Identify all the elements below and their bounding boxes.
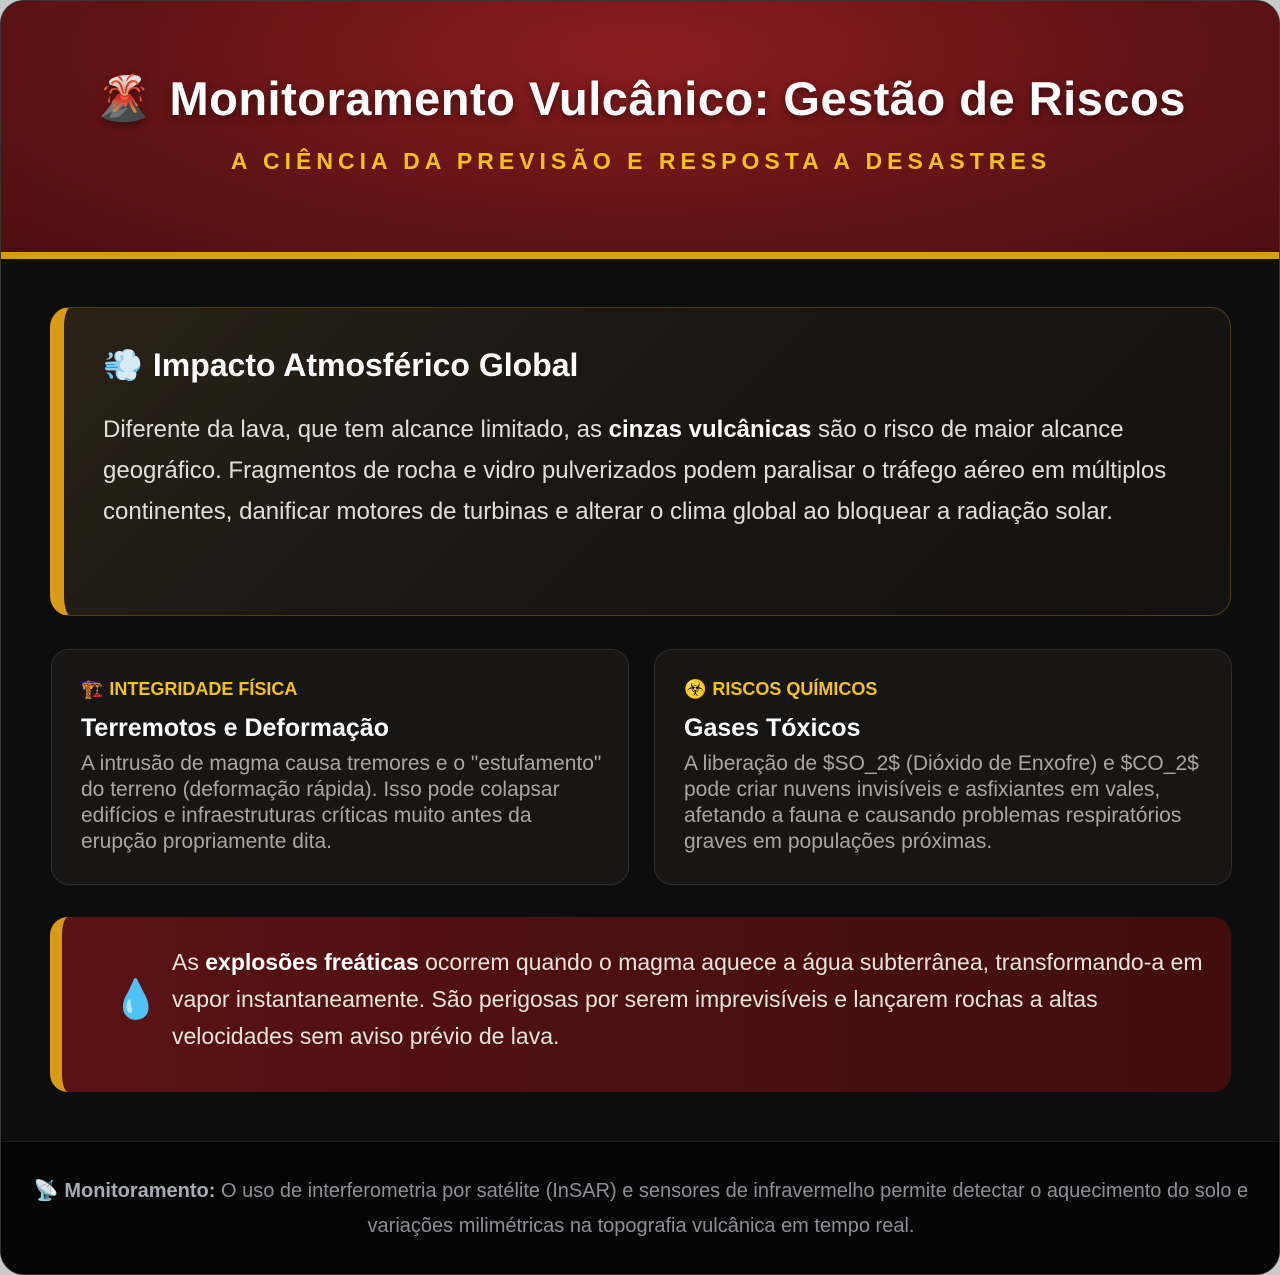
page-title-text: Monitoramento Vulcânico: Gestão de Riscos bbox=[169, 72, 1186, 125]
footer-text: O uso de interferometria por satélite (InSAR) e sensores de infravermelho permite detectar o aquecimento do solo e variações milimétricas na topografia vulcânica em tempo real. bbox=[215, 1180, 1249, 1237]
phreatic-text-bold: explosões freáticas bbox=[205, 949, 419, 975]
atmo-text-after: são o risco de maior alcance geográfico. Fragmentos de rocha e vidro pulverizados podem paralisar o tráfego aéreo em múltiplos continentes, danificar motores de turbinas e alterar o clima global ao bloquear a radiação solar. bbox=[103, 416, 1167, 525]
card-tag-label: INTEGRIDADE FÍSICA bbox=[109, 679, 298, 699]
volcano-icon: 🌋 bbox=[96, 73, 152, 123]
atmospheric-impact-heading bbox=[103, 346, 578, 384]
chemical-risks-card bbox=[654, 649, 1232, 885]
atmospheric-impact-panel bbox=[50, 307, 1231, 616]
footer bbox=[1, 1141, 1280, 1275]
dash-wind-icon: 💨 bbox=[103, 347, 143, 383]
phreatic-explosions-callout bbox=[50, 917, 1231, 1092]
page-title bbox=[1, 71, 1280, 126]
phreatic-text bbox=[172, 944, 1212, 1055]
phreatic-text-after: ocorrem quando o magma aquece a água subterrânea, transformando-a em vapor instantaneamente. São perigosas por serem imprevisíveis e lançarem rochas a altas velocidades sem aviso prévio de lava. bbox=[172, 949, 1203, 1049]
footer-note bbox=[31, 1174, 1251, 1244]
page-subtitle: A CIÊNCIA DA PREVISÃO E RESPOSTA A DESASTRES bbox=[230, 148, 1052, 174]
phreatic-text-before: As bbox=[172, 949, 206, 975]
card-tag-label: RISCOS QUÍMICOS bbox=[712, 679, 878, 699]
card-title: Terremotos e Deformação bbox=[81, 714, 389, 742]
card-tag bbox=[81, 679, 297, 700]
construction-crane-icon: 🏗️ bbox=[81, 679, 104, 699]
atmo-text-bold: cinzas vulcânicas bbox=[608, 416, 812, 443]
header bbox=[1, 1, 1280, 259]
droplet-icon: 💧 bbox=[112, 979, 160, 1021]
card-text: A liberação de $SO_2$ (Dióxido de Enxofre) e $CO_2$ pode criar nuvens invisíveis e asfixiantes em vales, afetando a fauna e causando problemas respiratórios graves em populações próximas. bbox=[684, 752, 1199, 853]
atmo-text-before: Diferente da lava, que tem alcance limitado, as bbox=[103, 416, 609, 443]
satellite-antenna-icon: 📡 bbox=[33, 1180, 59, 1202]
card-text: A intrusão de magma causa tremores e o "estufamento" do terreno (deformação rápida). Isso pode colapsar edifícios e infraestruturas críticas muito antes da erupção propriamente dita. bbox=[81, 752, 602, 853]
card-title: Gases Tóxicos bbox=[684, 714, 861, 742]
atmospheric-impact-title: Impacto Atmosférico Global bbox=[152, 346, 579, 383]
card-tag bbox=[684, 679, 877, 700]
biohazard-icon: ☣️ bbox=[684, 679, 707, 699]
physical-integrity-card bbox=[51, 649, 629, 885]
footer-label: Monitoramento: bbox=[64, 1180, 216, 1202]
atmospheric-impact-text bbox=[103, 409, 1193, 532]
